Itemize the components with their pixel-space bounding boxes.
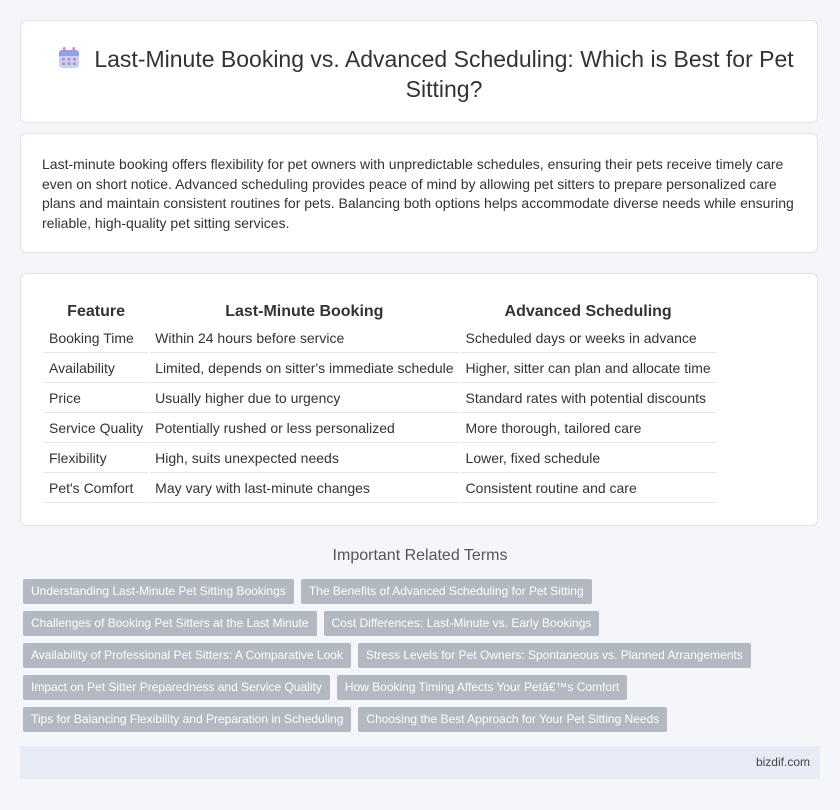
related-term-link[interactable]: Impact on Pet Sitter Preparedness and Service Quality: [23, 675, 330, 700]
header-advanced: Advanced Scheduling: [504, 303, 672, 320]
comparison-card: [20, 273, 818, 526]
table-cell: Service Quality: [44, 413, 148, 443]
page-title: Last-Minute Booking vs. Advanced Scheduling: Which is Best for Pet Sitting?: [94, 46, 794, 102]
table-cell: Consistent routine and care: [461, 473, 716, 503]
tag-row: [23, 707, 803, 732]
table-cell: Flexibility: [44, 443, 148, 473]
comparison-table: [42, 294, 718, 503]
table-cell: Within 24 hours before service: [150, 323, 458, 353]
header-feature: Feature: [67, 303, 125, 320]
tag-row: [23, 611, 803, 636]
related-term-link[interactable]: How Booking Timing Affects Your Petâ€™s Comfort: [337, 675, 628, 700]
table-row: [44, 413, 716, 443]
related-terms: [23, 579, 803, 739]
tag-row: [23, 643, 803, 668]
related-term-link[interactable]: Tips for Balancing Flexibility and Preparation in Scheduling: [23, 707, 351, 732]
table-cell: Limited, depends on sitter's immediate schedule: [150, 353, 458, 383]
table-cell: Pet's Comfort: [44, 473, 148, 503]
table-row: [44, 353, 716, 383]
table-row: [44, 473, 716, 503]
related-term-link[interactable]: Stress Levels for Pet Owners: Spontaneous vs. Planned Arrangements: [358, 643, 751, 668]
title-card: [20, 20, 818, 123]
intro-text: Last-minute booking offers flexibility for pet owners with unpredictable schedules, ensuring their pets receive timely care even on short notice. Advanced scheduling provides peace of mind by allowing pet sitters to prepare personalized care plans and maintain consistent routines for pets. Balancing both options helps accommodate diverse needs while ensuring reliable, high-quality pet sitting services.: [42, 156, 794, 231]
header-last-minute: Last-Minute Booking: [225, 303, 384, 320]
table-row: [44, 323, 716, 353]
table-cell: Booking Time: [44, 323, 148, 353]
footer: [20, 746, 820, 779]
footer-site-link[interactable]: bizdif.com: [755, 755, 810, 769]
table-cell: Scheduled days or weeks in advance: [461, 323, 716, 353]
tag-row: [23, 675, 803, 700]
table-cell: High, suits unexpected needs: [150, 443, 458, 473]
table-cell: Price: [44, 383, 148, 413]
table-header-row: [44, 294, 716, 323]
related-terms-title: Important Related Terms: [332, 547, 508, 564]
table-row: [44, 383, 716, 413]
table-cell: More thorough, tailored care: [461, 413, 716, 443]
related-term-link[interactable]: Understanding Last-Minute Pet Sitting Bookings: [23, 579, 294, 604]
table-cell: Usually higher due to urgency: [150, 383, 458, 413]
related-term-link[interactable]: Availability of Professional Pet Sitters: A Comparative Look: [23, 643, 351, 668]
table-cell: May vary with last-minute changes: [150, 473, 458, 503]
related-term-link[interactable]: Challenges of Booking Pet Sitters at the Last Minute: [23, 611, 317, 636]
table-cell: Availability: [44, 353, 148, 383]
related-term-link[interactable]: The Benefits of Advanced Scheduling for Pet Sitting: [301, 579, 592, 604]
related-term-link[interactable]: Choosing the Best Approach for Your Pet Sitting Needs: [358, 707, 667, 732]
intro-card: [20, 133, 818, 253]
related-term-link[interactable]: Cost Differences: Last-Minute vs. Early Bookings: [324, 611, 600, 636]
table-cell: Higher, sitter can plan and allocate time: [461, 353, 716, 383]
table-cell: Lower, fixed schedule: [461, 443, 716, 473]
calendar-icon: [58, 47, 80, 69]
table-cell: Potentially rushed or less personalized: [150, 413, 458, 443]
tag-row: [23, 579, 803, 604]
table-row: [44, 443, 716, 473]
table-cell: Standard rates with potential discounts: [461, 383, 716, 413]
